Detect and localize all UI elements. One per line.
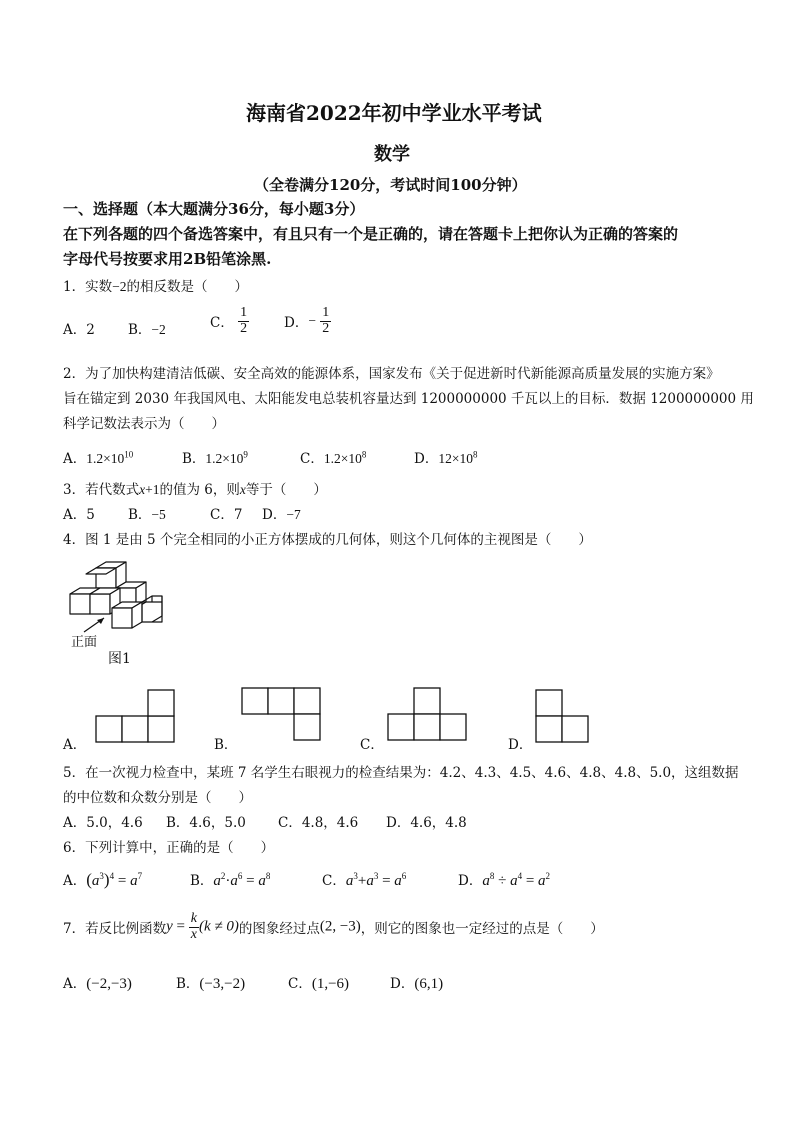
q7-c-label: C． [288,976,312,992]
q6-option-c [322,869,406,890]
q2-c-base: 1.2×10 [323,451,362,466]
q3-option-a: A．5 [63,507,95,523]
q7-option-a [63,972,132,993]
q2-c-label: C． [300,451,324,467]
q6-b-expression: $a^2\cdot a^6 = a^8$ [213,871,271,889]
q1-c-numerator: 1 [240,305,248,320]
q1-b-label: B． [128,322,152,338]
q7-func-denominator: x [190,926,197,942]
question-2-line1: 2．为了加快构建清洁低碳、安全高效的能源体系，国家发布《关于促进新时代新能源高质量发展的实施方案》 [63,366,720,382]
subject-title: 数学 [374,144,410,165]
q1-option-d [284,306,331,336]
q7-func-fraction [189,912,199,942]
q6-a-label: A． [63,873,87,889]
q3-b-label: B． [128,507,152,523]
q5-option-b: B．4.6，5.0 [166,815,246,831]
q7-point: (2, −3) [319,918,361,935]
q2-option-a [63,447,133,467]
q6-d-label: D． [458,873,483,889]
q2-d-label: D． [414,451,439,467]
q1-option-b [128,318,166,338]
figure-1-label: 图1 [108,651,131,667]
q4-option-c-label: C． [360,737,384,753]
q3-expr-rest: +1 [145,482,160,497]
q7-option-d [390,972,443,993]
q3-option-b [128,503,166,523]
q2-a-base: 1.2×10 [86,451,125,466]
q1-c-denominator: 2 [240,320,248,336]
question-5-line2: 的中位数和众数分别是（ ） [63,790,252,806]
q7-stem-mid: 的图象经过点 [238,921,320,938]
q7-a-value: (−2,−3) [86,976,132,992]
q7-a-label: A． [63,976,87,992]
section-heading: 一、选择题（本大题满分36分，每小题3分） [63,200,365,218]
q5-option-a: A．5.0，4.6 [63,815,143,831]
q7-b-label: B． [176,976,200,992]
q7-stem-post: ，则它的图象也一定经过的点是（ ） [360,921,604,938]
front-arrow-head [97,618,104,624]
q6-a-expression: $(a^3)^4 = a^7$ [86,870,143,889]
q2-option-d [414,447,477,467]
q4-option-b-figure [240,686,324,744]
q3-stem-pre: 3．若代数式 [63,482,140,498]
q1-stem-pre: 1．实数 [63,279,113,295]
q3-stem-mid: 的值为 6，则 [159,482,240,498]
q7-func-numerator: k [190,911,197,926]
q3-stem-post: 等于（ ） [245,482,327,498]
exam-title: 海南省2022年初中学业水平考试 [246,101,542,125]
question-4-stem: 4．图 1 是由 5 个完全相同的小正方体摆成的几何体，则这个几何体的主视图是（ ） [63,532,592,548]
question-2-line2: 旨在锚定到 2030 年我国风电、太阳能发电总装机容量达到 1200000000 千瓦以上的目标．数据 1200000000 用 [63,391,754,407]
q6-b-label: B． [190,873,214,889]
q2-b-base: 1.2×10 [205,451,244,466]
q1-d-fraction [320,306,331,336]
q2-b-label: B． [182,451,206,467]
q7-option-c [288,972,349,993]
q1-d-label: D． [284,315,309,332]
instructions-line1: 在下列各题的四个备选答案中，有且只有一个是正确的，请在答题卡上把你认为正确的答案的 [63,225,679,243]
q1-option-a: A．2 [63,322,95,338]
question-2-line3: 科学记数法表示为（ ） [63,416,225,432]
q6-c-label: C． [322,873,346,889]
q7-func-y: y [166,918,173,935]
q7-d-label: D． [390,976,415,992]
q7-stem-pre: 7．若反比例函数 [63,921,167,938]
q6-option-b [190,869,270,890]
q7-d-value: (6,1) [414,976,444,992]
q7-func-condition: (k ≠ 0) [198,918,239,935]
q3-option-d [262,503,301,523]
q4-option-b-label: B． [214,737,238,753]
q4-option-d-label: D． [508,737,533,753]
q3-option-c: C．7 [210,507,243,523]
q6-option-d [458,869,550,890]
q1-c-fraction [238,306,249,336]
q7-c-value: (1,−6) [311,976,350,992]
q2-d-exponent: 8 [472,449,478,460]
q7-b-value: (−3,−2) [199,976,246,992]
q2-option-b [182,447,248,467]
q1-stem-post: 的相反数是（ ） [126,279,248,295]
question-3-stem [63,478,327,498]
q5-option-d: D．4.6，4.8 [386,815,467,831]
q7-func-eq: = [172,918,189,935]
q3-d-value: −7 [286,507,301,522]
q4-option-d-figure [534,688,592,744]
question-1-stem [63,275,248,295]
q3-d-label: D． [262,507,287,523]
q2-b-exponent: 9 [243,449,248,460]
q2-d-base: 12×10 [438,451,473,466]
q3-var: x [239,482,246,497]
question-6-stem: 6．下列计算中，正确的是（ ） [63,840,275,856]
q2-option-c [300,447,366,467]
q7-option-b [176,972,245,993]
q1-d-denominator: 2 [322,320,330,336]
q3-expr-var: x [139,482,146,497]
q1-d-sign: − [308,313,316,329]
q1-stem-number: −2 [112,279,127,294]
q6-d-expression: $a^8 \div a^4 = a^2$ [482,871,551,889]
q4-option-a-figure [94,688,178,744]
q2-c-exponent: 8 [361,449,367,460]
q1-b-value: −2 [151,322,166,337]
front-label: 正面 [71,635,98,650]
question-5-line1: 5．在一次视力检查中，某班 7 名学生右眼视力的检查结果为：4.2、4.3、4.5、4.6、4.8、4.8、5.0，这组数据 [63,765,739,781]
q1-d-numerator: 1 [322,305,330,320]
q3-b-value: −5 [151,507,166,522]
question-7-stem [63,912,604,942]
q1-c-label: C． [210,315,234,332]
q2-a-exponent: 10 [124,449,134,460]
exam-note: （全卷满分120分，考试时间100分钟） [254,176,527,194]
q2-a-label: A． [63,451,87,467]
q6-option-a [63,869,142,890]
q1-option-c [210,306,249,336]
instructions-line2: 字母代号按要求用2B铅笔涂黑. [63,250,272,268]
q4-option-c-figure [386,686,470,744]
q6-c-expression: $a^3+a^3 = a^6$ [345,871,407,889]
q5-option-c: C．4.8，4.6 [278,815,359,831]
q4-option-a-label: A． [63,737,87,753]
